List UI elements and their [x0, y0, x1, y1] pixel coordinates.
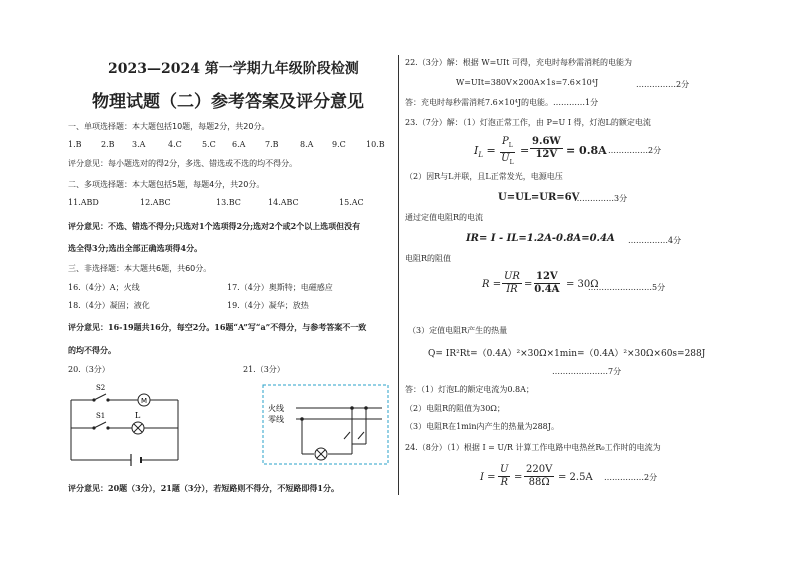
- q23-answer2: （2）电阻R的阻值为30Ω；: [405, 404, 505, 413]
- q23-answer3: （3）电阻R在1min内产生的热量为288J。: [405, 422, 559, 431]
- q23-score1: ……………2分: [608, 146, 662, 155]
- q23-score2: ……………3分: [574, 194, 628, 203]
- column-divider: [398, 55, 399, 495]
- answer-15: 15.AC: [339, 198, 364, 207]
- answer-9: 9.C: [332, 140, 346, 149]
- section1-heading: 一、单项选择题：本大题包括10题，每题2分，共20分。: [68, 122, 270, 131]
- answer-12: 12.ABC: [140, 198, 171, 207]
- q22-equation: W=UIt=380V×200A×1s=7.6×10⁴J: [456, 78, 599, 87]
- answer-14: 14.ABC: [268, 198, 299, 207]
- answer-3: 3.A: [132, 140, 146, 149]
- answer-7: 7.B: [265, 140, 279, 149]
- q22-answer: 答：充电时每秒需消耗7.6×10⁴J的电能。…………1分: [405, 98, 599, 107]
- answer-8: 8.A: [300, 140, 314, 149]
- note20: 评分意见：20题（3分），21题（3分），若短路则不得分，不短路即得1分。: [68, 483, 339, 493]
- exam-subtitle: 物理试题（二）参考答案及评分意见: [92, 92, 364, 112]
- q23-part3: （3）定值电阻R产生的热量: [408, 326, 508, 335]
- section3-heading: 三、非选择题：本大题共6题，共60分。: [68, 264, 212, 273]
- q22-intro: 22.（3分）解：根据 W=UIt 可得，充电时每秒需消耗的电能为: [405, 58, 632, 67]
- answer-18: 18.（4分）凝固；液化: [68, 301, 150, 310]
- wiring-diagram-21: [262, 384, 390, 466]
- q24-current-equation: I = $\frac{U}{R}$ = $\frac{220V}{88\Omega}$ = 2.5A: [480, 464, 593, 488]
- i-result: = 2.5A: [558, 472, 593, 483]
- answer-13: 13.BC: [216, 198, 241, 207]
- section1-note: 评分意见：每小题选对的得2分，多选、错选或不选的均不得分。: [68, 159, 298, 168]
- note16-line2: 的均不得分。: [68, 345, 116, 355]
- answer-11: 11.ABD: [68, 198, 99, 207]
- fraction-u-r: $\frac{U}{R}$: [500, 464, 509, 488]
- q24-intro: 24.（8分）（1）根据 I = U/R 计算工作电路中电热丝R₀工作时的电流为: [405, 443, 661, 452]
- q22-score: ……………2分: [636, 80, 690, 89]
- r-symbol: R =: [482, 279, 502, 290]
- q21-label: 21.（3分）: [243, 365, 285, 374]
- q20-label: 20.（3分）: [68, 365, 110, 374]
- fire-wire-label: 火线: [268, 404, 284, 413]
- neutral-wire-label: 零线: [268, 415, 284, 424]
- motor-label: M: [140, 397, 148, 405]
- q23-heat-equation: Q= IR²Rt=（0.4A）²×30Ω×1min=（0.4A）²×30Ω×60s=288J: [428, 349, 706, 359]
- q23-part2c: 电阻R的阻值: [405, 254, 452, 263]
- fraction-r-values: $\frac{12V}{0.4A}$: [534, 271, 560, 295]
- answer-19: 19.（4分）凝华；放热: [227, 301, 309, 310]
- fraction-pl-ul: $\frac{P_L}{U_L}$: [501, 136, 514, 166]
- answer-16: 16.（4分）A；火线: [68, 283, 140, 292]
- switch-s2-label: S2: [96, 384, 106, 392]
- q23-score4: ……………………5分: [588, 283, 666, 292]
- q24-score: ……………2分: [604, 473, 658, 482]
- q23-current-equation: $I_L$ = $\frac{P_L}{U_L}$ = $\frac{9.6W}{12V}$ = 0.8A: [474, 136, 654, 164]
- answer-17: 17.（4分）奥斯特；电磁感应: [227, 283, 333, 292]
- fraction-i-values: $\frac{220V}{88\Omega}$: [526, 464, 553, 488]
- answer-10: 10.B: [366, 140, 385, 149]
- exam-title: 2023—2024 第一学期九年级阶段检测: [108, 61, 359, 77]
- fraction-values: $\frac{9.6W}{12V}$: [532, 136, 561, 160]
- il-result: = 0.8A: [566, 144, 607, 157]
- i-symbol: I =: [480, 472, 496, 483]
- q23-score5: …………………7分: [552, 367, 622, 376]
- q23-intro: 23.（7分）解：（1）灯泡正常工作，由 P=U I 得，灯泡L的额定电流: [405, 118, 651, 127]
- lamp-label: L: [135, 411, 141, 420]
- q23-answer1: 答：（1）灯泡L的额定电流为0.8A；: [405, 385, 534, 394]
- q23-resistor-current: IR= I - IL=1.2A-0.8A=0.4A: [466, 233, 615, 244]
- switch-s1-label: S1: [96, 412, 106, 420]
- q23-score3: ……………4分: [628, 236, 682, 245]
- section2-note-line1: 评分意见：不选、错选不得分;只选对1个选项得2分;选对2个或2个以上选项但没有: [68, 221, 361, 231]
- note16-line1: 评分意见：16-19题共16分，每空2分。16题“A”写“a”不得分，与参考答案不一致: [68, 322, 367, 332]
- q23-resistance-equation: R = $\frac{UR}{IR}$ = $\frac{12V}{0.4A}$ = 30Ω: [482, 271, 599, 295]
- answer-1: 1.B: [68, 140, 82, 149]
- answer-4: 4.C: [168, 140, 182, 149]
- il-symbol: $I_L$ =: [474, 144, 496, 160]
- q23-voltage: U=UL=UR=6V: [498, 192, 580, 203]
- circuit-diagram-20: [66, 380, 186, 470]
- answer-6: 6.A: [232, 140, 246, 149]
- q23-part2: （2）因R与L并联，且L正常发光，电源电压: [405, 172, 563, 181]
- section2-heading: 二、多项选择题：本大题包括5题，每题4分，共20分。: [68, 180, 265, 189]
- r-result: = 30Ω: [566, 279, 599, 290]
- fraction-ur-ir: $\frac{UR}{IR}$: [504, 271, 520, 295]
- q23-part2b: 通过定值电阻R的电流: [405, 213, 484, 222]
- answer-2: 2.B: [101, 140, 115, 149]
- answer-5: 5.C: [202, 140, 216, 149]
- section2-note-line2: 选全得3分;选出全部正确选项得4分。: [68, 243, 203, 253]
